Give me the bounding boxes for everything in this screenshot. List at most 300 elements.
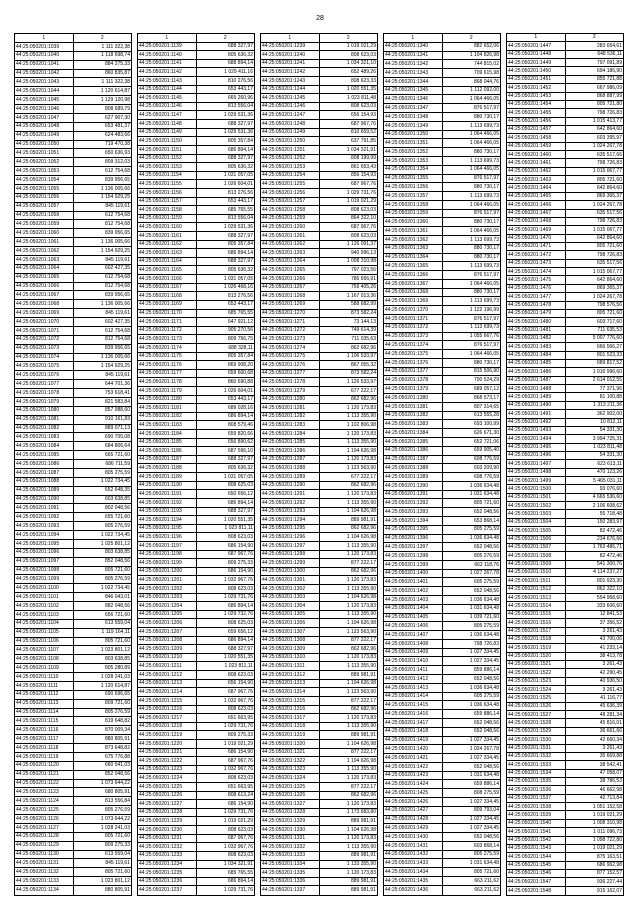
cadastral-value: 36 661,66 <box>565 727 624 735</box>
cadastral-value: 624 483,66 <box>73 131 132 140</box>
table-row <box>261 145 378 154</box>
cadastral-number: 44:25:050201:1346 <box>384 95 443 104</box>
cadastral-value: 653 443,17 <box>196 395 255 404</box>
cadastral-number: 44:25:050201:1397 <box>384 543 443 552</box>
table-row <box>261 404 378 413</box>
cadastral-number: 44:25:050201:1046 <box>15 105 74 114</box>
cadastral-value: 869 908,20 <box>196 361 255 370</box>
table-row <box>15 806 132 815</box>
cadastral-number: 44:25:050201:1189 <box>138 473 197 482</box>
cadastral-number: 44:25:050201:1275 <box>261 352 320 361</box>
cadastral-number: 44:25:050201:1501 <box>507 493 566 501</box>
table-row <box>261 464 378 473</box>
cadastral-value: 1 032 967,76 <box>196 696 255 705</box>
table-row <box>261 102 378 111</box>
table-row <box>384 174 501 183</box>
table-row <box>138 102 255 111</box>
table-row <box>15 202 132 211</box>
table-row <box>261 576 378 585</box>
cadastral-value: 653 481,37 <box>73 122 132 131</box>
cadastral-number: 44:25:050201:1259 <box>261 214 320 223</box>
table-row <box>384 771 501 780</box>
cadastral-value: 802 048,56 <box>73 504 132 513</box>
cadastral-number: 44:25:050201:1111 <box>15 681 74 690</box>
cadastral-value: 876 517,97 <box>442 104 501 113</box>
table-row <box>15 247 132 256</box>
cadastral-value: 1 104 626,98 <box>319 757 378 766</box>
cadastral-number: 44:25:050201:1320 <box>261 739 320 748</box>
table-row <box>507 276 624 284</box>
table-row <box>507 326 624 334</box>
table-row <box>138 77 255 86</box>
cadastral-number: 44:25:050201:1270 <box>261 309 320 318</box>
cadastral-number: 44:25:050201:1406 <box>384 622 443 631</box>
cadastral-value: 808 625,03 <box>196 619 255 628</box>
cadastral-number: 44:25:050201:1145 <box>138 94 197 103</box>
cadastral-number: 44:25:050201:1335 <box>261 869 320 878</box>
cadastral-value: 686 894,14 <box>196 602 255 611</box>
cadastral-number: 44:25:050201:1548 <box>507 886 566 895</box>
cadastral-number: 44:25:050201:1464 <box>507 184 566 192</box>
cadastral-value: 1 113 355,90 <box>319 438 378 447</box>
cadastral-value: 690 705,08 <box>73 433 132 442</box>
table-row <box>507 485 624 493</box>
cadastral-number: 44:25:050201:1115 <box>15 717 74 726</box>
cadastral-value: 1 027 334,45 <box>442 648 501 657</box>
column-header: 1 <box>261 34 320 43</box>
table-row <box>384 745 501 754</box>
table-row <box>507 259 624 267</box>
cadastral-number: 44:25:050201:1409 <box>384 648 443 657</box>
cadastral-value: 805 276,59 <box>73 806 132 815</box>
cadastral-number: 44:25:050201:1127 <box>15 823 74 832</box>
table-row <box>507 401 624 409</box>
cadastral-number: 44:25:050201:1497 <box>507 460 566 468</box>
cadastral-value: 1 026 604,01 <box>196 386 255 395</box>
cadastral-value: 868 887,99 <box>565 92 624 100</box>
cadastral-value: 809 793,04 <box>442 806 501 815</box>
cadastral-number: 44:25:050201:1505 <box>507 527 566 535</box>
table-row <box>384 148 501 157</box>
cadastral-number: 44:25:050201:1243 <box>261 77 320 86</box>
cadastral-number: 44:25:050201:1090 <box>15 495 74 504</box>
table-row <box>261 421 378 430</box>
table-row <box>15 344 132 353</box>
cadastral-value: 81 100,88 <box>565 393 624 401</box>
cadastral-value: 808 623,03 <box>196 826 255 835</box>
cadastral-number: 44:25:050201:1249 <box>261 128 320 137</box>
table-row <box>261 585 378 594</box>
cadastral-number: 44:25:050201:1195 <box>138 524 197 533</box>
table-row <box>15 770 132 779</box>
cadastral-value: 889 981,91 <box>319 886 378 896</box>
cadastral-value: 809 721,60 <box>73 699 132 708</box>
table-row <box>15 87 132 96</box>
table-row <box>138 447 255 456</box>
cadastral-number: 44:25:050201:1107 <box>15 646 74 655</box>
table-row <box>261 722 378 731</box>
table-row <box>261 765 378 774</box>
table-row <box>261 498 378 507</box>
cadastral-value: 1 023 811,48 <box>565 443 624 451</box>
table-row <box>384 622 501 631</box>
cadastral-value: 1 104 626,98 <box>319 619 378 628</box>
table-row <box>507 360 624 368</box>
cadastral-value: 808 625,03 <box>196 481 255 490</box>
cadastral-number: 44:25:050201:1493 <box>507 426 566 434</box>
cadastral-number: 44:25:050201:1050 <box>15 140 74 149</box>
cadastral-number: 44:25:050201:1509 <box>507 560 566 568</box>
cadastral-value: 744 815,02 <box>442 60 501 69</box>
cadastral-number: 44:25:050201:1420 <box>384 745 443 754</box>
table-row <box>261 120 378 129</box>
cadastral-value: 82 472,46 <box>565 552 624 560</box>
cadastral-number: 44:25:050201:1186 <box>138 447 197 456</box>
cadastral-number: 44:25:050201:1357 <box>384 192 443 201</box>
cadastral-number: 44:25:050201:1521 <box>507 660 566 668</box>
cadastral-value: 665 260,96 <box>196 94 255 103</box>
cadastral-number: 44:25:050201:1487 <box>507 376 566 384</box>
table-row <box>261 412 378 421</box>
cadastral-number: 44:25:050201:1474 <box>507 268 566 276</box>
cadastral-number: 44:25:050201:1454 <box>507 100 566 108</box>
cadastral-value: 659 656,12 <box>196 628 255 637</box>
cadastral-number: 44:25:050201:1043 <box>15 78 74 87</box>
cadastral-value: 880 805,91 <box>73 886 132 896</box>
cadastral-value: 805 721,60 <box>565 176 624 184</box>
cadastral-number: 44:25:050201:1131 <box>15 859 74 868</box>
cadastral-value: 54 331,30 <box>565 451 624 459</box>
cadastral-value: 877 222,17 <box>319 696 378 705</box>
table-row <box>15 699 132 708</box>
cadastral-value: 650 656,12 <box>196 490 255 499</box>
table-row <box>261 645 378 654</box>
table-row <box>138 137 255 146</box>
cadastral-value: 1 119 164,11 <box>73 628 132 637</box>
table-row <box>261 386 378 395</box>
cadastral-number: 44:25:050201:1168 <box>138 292 197 301</box>
table-row <box>15 566 132 575</box>
cadastral-value: 1 031 057,05 <box>196 473 255 482</box>
table-row <box>384 332 501 341</box>
table-row <box>138 283 255 292</box>
table-row <box>15 877 132 886</box>
table-row <box>138 94 255 103</box>
cadastral-number: 44:25:050201:1541 <box>507 828 566 836</box>
cadastral-value: 642 864,60 <box>565 125 624 133</box>
cadastral-value: 801 923,30 <box>565 577 624 585</box>
table-row <box>261 249 378 258</box>
cadastral-value: 5 465 031,11 <box>565 477 624 485</box>
table-row <box>384 385 501 394</box>
cadastral-value: 644 701,36 <box>73 380 132 389</box>
table-row <box>15 131 132 140</box>
cadastral-number: 44:25:050201:1299 <box>261 559 320 568</box>
cadastral-value: 877 152,57 <box>565 869 624 877</box>
table-row <box>138 395 255 404</box>
cadastral-value: 686 894,14 <box>196 498 255 507</box>
table-row <box>261 378 378 387</box>
cadastral-value: 873 582,24 <box>319 309 378 318</box>
table-row <box>384 51 501 60</box>
cadastral-number: 44:25:050201:1132 <box>15 868 74 877</box>
table-row <box>261 860 378 869</box>
table-row <box>384 675 501 684</box>
cadastral-number: 44:25:050201:1416 <box>384 710 443 719</box>
table-row <box>138 438 255 447</box>
table-row <box>507 426 624 434</box>
cadastral-value: 1 111 322,38 <box>73 78 132 87</box>
table-row <box>384 850 501 859</box>
cadastral-value: 653 443,17 <box>196 300 255 309</box>
cadastral-value: 805 276,59 <box>73 575 132 584</box>
table-row <box>261 602 378 611</box>
cadastral-value: 652 048,56 <box>442 675 501 684</box>
cadastral-number: 44:25:050201:1374 <box>384 341 443 350</box>
cadastral-value: 686 154,90 <box>196 748 255 757</box>
cadastral-number: 44:25:050201:1365 <box>384 262 443 271</box>
table-row <box>507 727 624 735</box>
table-row <box>261 610 378 619</box>
table-row <box>138 481 255 490</box>
table-row <box>507 284 624 292</box>
cadastral-number: 44:25:050201:1530 <box>507 736 566 744</box>
table-row <box>138 300 255 309</box>
cadastral-value: 689 028,16 <box>196 404 255 413</box>
cadastral-value: 1 120 173,83 <box>319 404 378 413</box>
table-row <box>384 455 501 464</box>
cadastral-value: 41 116,77 <box>565 694 624 702</box>
table-row <box>261 335 378 344</box>
cadastral-number: 44:25:050201:1170 <box>138 309 197 318</box>
cadastral-value: 603 717,60 <box>565 318 624 326</box>
cadastral-value: 1 039 721,60 <box>442 613 501 622</box>
cadastral-number: 44:25:050201:1071 <box>15 326 74 335</box>
registry-tables <box>14 33 624 896</box>
cadastral-value: 1 763 486,71 <box>565 543 624 551</box>
cadastral-value: 873 582,24 <box>319 369 378 378</box>
cadastral-value: 852 048,56 <box>73 770 132 779</box>
cadastral-number: 44:25:050201:1049 <box>15 131 74 140</box>
cadastral-number: 44:25:050201:1392 <box>384 499 443 508</box>
cadastral-value: 808 623,03 <box>196 585 255 594</box>
cadastral-value: 1 113 355,90 <box>319 662 378 671</box>
table-row <box>138 154 255 163</box>
table-row <box>507 109 624 117</box>
cadastral-value: 862 682,96 <box>319 343 378 352</box>
table-row <box>507 836 624 844</box>
table-row <box>261 197 378 206</box>
table-row <box>384 683 501 692</box>
cadastral-value: 3 994 725,31 <box>565 435 624 443</box>
cadastral-value: 689 057,12 <box>442 385 501 394</box>
table-row <box>15 273 132 282</box>
table-row <box>384 525 501 534</box>
cadastral-number: 44:25:050201:1478 <box>507 301 566 309</box>
cadastral-number: 44:25:050201:1370 <box>384 306 443 315</box>
cadastral-number: 44:25:050201:1182 <box>138 412 197 421</box>
cadastral-value: 860 690,88 <box>196 378 255 387</box>
cadastral-number: 44:25:050201:1255 <box>261 180 320 189</box>
cadastral-value: 1 113 699,73 <box>442 297 501 306</box>
cadastral-value: 1 064 466,05 <box>442 200 501 209</box>
cadastral-number: 44:25:050201:1096 <box>15 548 74 557</box>
cadastral-number: 44:25:050201:1164 <box>138 257 197 266</box>
table-row <box>15 149 132 158</box>
cadastral-number: 44:25:050201:1399 <box>384 560 443 569</box>
table-row <box>384 841 501 850</box>
cadastral-number: 44:25:050201:1463 <box>507 176 566 184</box>
table-row <box>507 803 624 811</box>
table-row <box>384 200 501 209</box>
cadastral-value: 910 161,83 <box>73 415 132 424</box>
cadastral-number: 44:25:050201:1265 <box>261 266 320 275</box>
cadastral-number: 44:25:050201:1527 <box>507 711 566 719</box>
cadastral-number: 44:25:050201:1066 <box>15 282 74 291</box>
cadastral-value: 626 671,30 <box>442 429 501 438</box>
table-row <box>138 696 255 705</box>
table-row <box>15 184 132 193</box>
cadastral-number: 44:25:050201:1158 <box>138 206 197 215</box>
cadastral-value: 541 300,76 <box>565 560 624 568</box>
cadastral-number: 44:25:050201:1151 <box>138 145 197 154</box>
cadastral-number: 44:25:050201:1486 <box>507 368 566 376</box>
table-row <box>138 731 255 740</box>
table-row <box>138 593 255 602</box>
table-row <box>15 681 132 690</box>
cadastral-number: 44:25:050201:1543 <box>507 844 566 852</box>
cadastral-number: 44:25:050201:1324 <box>261 774 320 783</box>
table-row <box>507 176 624 184</box>
table-row <box>261 77 378 86</box>
cadastral-number: 44:25:050201:1202 <box>138 585 197 594</box>
cadastral-value: 656 721,60 <box>73 610 132 619</box>
cadastral-number: 44:25:050201:1160 <box>138 223 197 232</box>
table-row <box>507 786 624 794</box>
cadastral-number: 44:25:050201:1180 <box>138 395 197 404</box>
table-row <box>261 85 378 94</box>
cadastral-value: 809 756,75 <box>196 335 255 344</box>
cadastral-value: 1 022 734,45 <box>73 477 132 486</box>
cadastral-number: 44:25:050201:1054 <box>15 176 74 185</box>
cadastral-value: 1 019 021,29 <box>196 739 255 748</box>
cadastral-number: 44:25:050201:1280 <box>261 395 320 404</box>
cadastral-number: 44:25:050201:1411 <box>384 666 443 675</box>
cadastral-number: 44:25:050201:1528 <box>507 719 566 727</box>
cadastral-number: 44:25:050201:1364 <box>384 253 443 262</box>
cadastral-value: 889 981,91 <box>319 516 378 525</box>
cadastral-value: 805 357,84 <box>196 240 255 249</box>
table-row <box>15 60 132 69</box>
table-row <box>261 361 378 370</box>
table-row <box>138 869 255 878</box>
cadastral-number: 44:25:050201:1271 <box>261 318 320 327</box>
cadastral-number: 44:25:050201:1542 <box>507 836 566 844</box>
cadastral-number: 44:25:050201:1149 <box>138 128 197 137</box>
cadastral-number: 44:25:050201:1371 <box>384 315 443 324</box>
cadastral-value: 603 209,90 <box>442 464 501 473</box>
cadastral-number: 44:25:050201:1092 <box>15 513 74 522</box>
cadastral-number: 44:25:050201:1211 <box>138 662 197 671</box>
table-row <box>507 769 624 777</box>
table-row <box>384 639 501 648</box>
cadastral-number: 44:25:050201:1309 <box>261 645 320 654</box>
cadastral-number: 44:25:050201:1518 <box>507 635 566 643</box>
cadastral-value: 653 868,14 <box>442 516 501 525</box>
table-row <box>384 587 501 596</box>
cadastral-number: 44:25:050201:1326 <box>261 791 320 800</box>
table-row <box>138 257 255 266</box>
cadastral-value: 1 113 355,90 <box>319 722 378 731</box>
cadastral-number: 44:25:050201:1515 <box>507 610 566 618</box>
table-row <box>261 524 378 533</box>
cadastral-value: 688 327,97 <box>196 120 255 129</box>
table-row <box>384 104 501 113</box>
table-row <box>384 235 501 244</box>
cadastral-value: 846 043,01 <box>73 593 132 602</box>
table-row <box>384 789 501 798</box>
cadastral-value: 1 104 626,98 <box>319 533 378 542</box>
cadastral-number: 44:25:050201:1150 <box>138 137 197 146</box>
page-number: 28 <box>316 15 324 22</box>
cadastral-number: 44:25:050201:1094 <box>15 531 74 540</box>
table-row <box>15 477 132 486</box>
cadastral-value: 612 754,68 <box>73 273 132 282</box>
table-row <box>15 788 132 797</box>
cadastral-value: 880 730,17 <box>442 253 501 262</box>
cadastral-value: 809 275,33 <box>196 731 255 740</box>
cadastral-number: 44:25:050201:1367 <box>384 279 443 288</box>
cadastral-number: 44:25:050201:1332 <box>261 843 320 852</box>
cadastral-number: 44:25:050201:1435 <box>384 877 443 886</box>
table-row <box>507 761 624 769</box>
table-row <box>507 811 624 819</box>
cadastral-value: 808 623,03 <box>196 705 255 714</box>
cadastral-number: 44:25:050201:1459 <box>507 142 566 150</box>
cadastral-value: 612 754,68 <box>73 211 132 220</box>
cadastral-value: 1 064 466,05 <box>442 350 501 359</box>
table-row <box>138 335 255 344</box>
cadastral-number: 44:25:050201:1514 <box>507 602 566 610</box>
table-row <box>507 92 624 100</box>
table-row <box>15 655 132 664</box>
table-row <box>15 397 132 406</box>
table-row <box>15 850 132 859</box>
table-row <box>138 602 255 611</box>
cadastral-number: 44:25:050201:1481 <box>507 326 566 334</box>
table-row <box>15 628 132 637</box>
table-row <box>507 217 624 225</box>
table-row <box>15 495 132 504</box>
cadastral-value: 1 024 267,78 <box>565 293 624 301</box>
cadastral-number: 44:25:050201:1113 <box>15 699 74 708</box>
cadastral-value: 1 024 267,78 <box>442 745 501 754</box>
table-header-row <box>384 34 501 43</box>
cadastral-number: 44:25:050201:1063 <box>15 255 74 264</box>
table-row <box>261 111 378 120</box>
cadastral-number: 44:25:050201:1081 <box>15 415 74 424</box>
cadastral-value: 1 112 092,00 <box>442 86 501 95</box>
cadastral-number: 44:25:050201:1197 <box>138 541 197 550</box>
cadastral-number: 44:25:050201:1274 <box>261 343 320 352</box>
cadastral-value: 1 027 334,45 <box>442 824 501 833</box>
table-row <box>15 318 132 327</box>
cadastral-value: 845 119,61 <box>73 255 132 264</box>
table-row <box>384 306 501 315</box>
cadastral-number: 44:25:050201:1469 <box>507 226 566 234</box>
cadastral-value: 283 654,61 <box>565 42 624 50</box>
cadastral-number: 44:25:050201:1264 <box>261 257 320 266</box>
